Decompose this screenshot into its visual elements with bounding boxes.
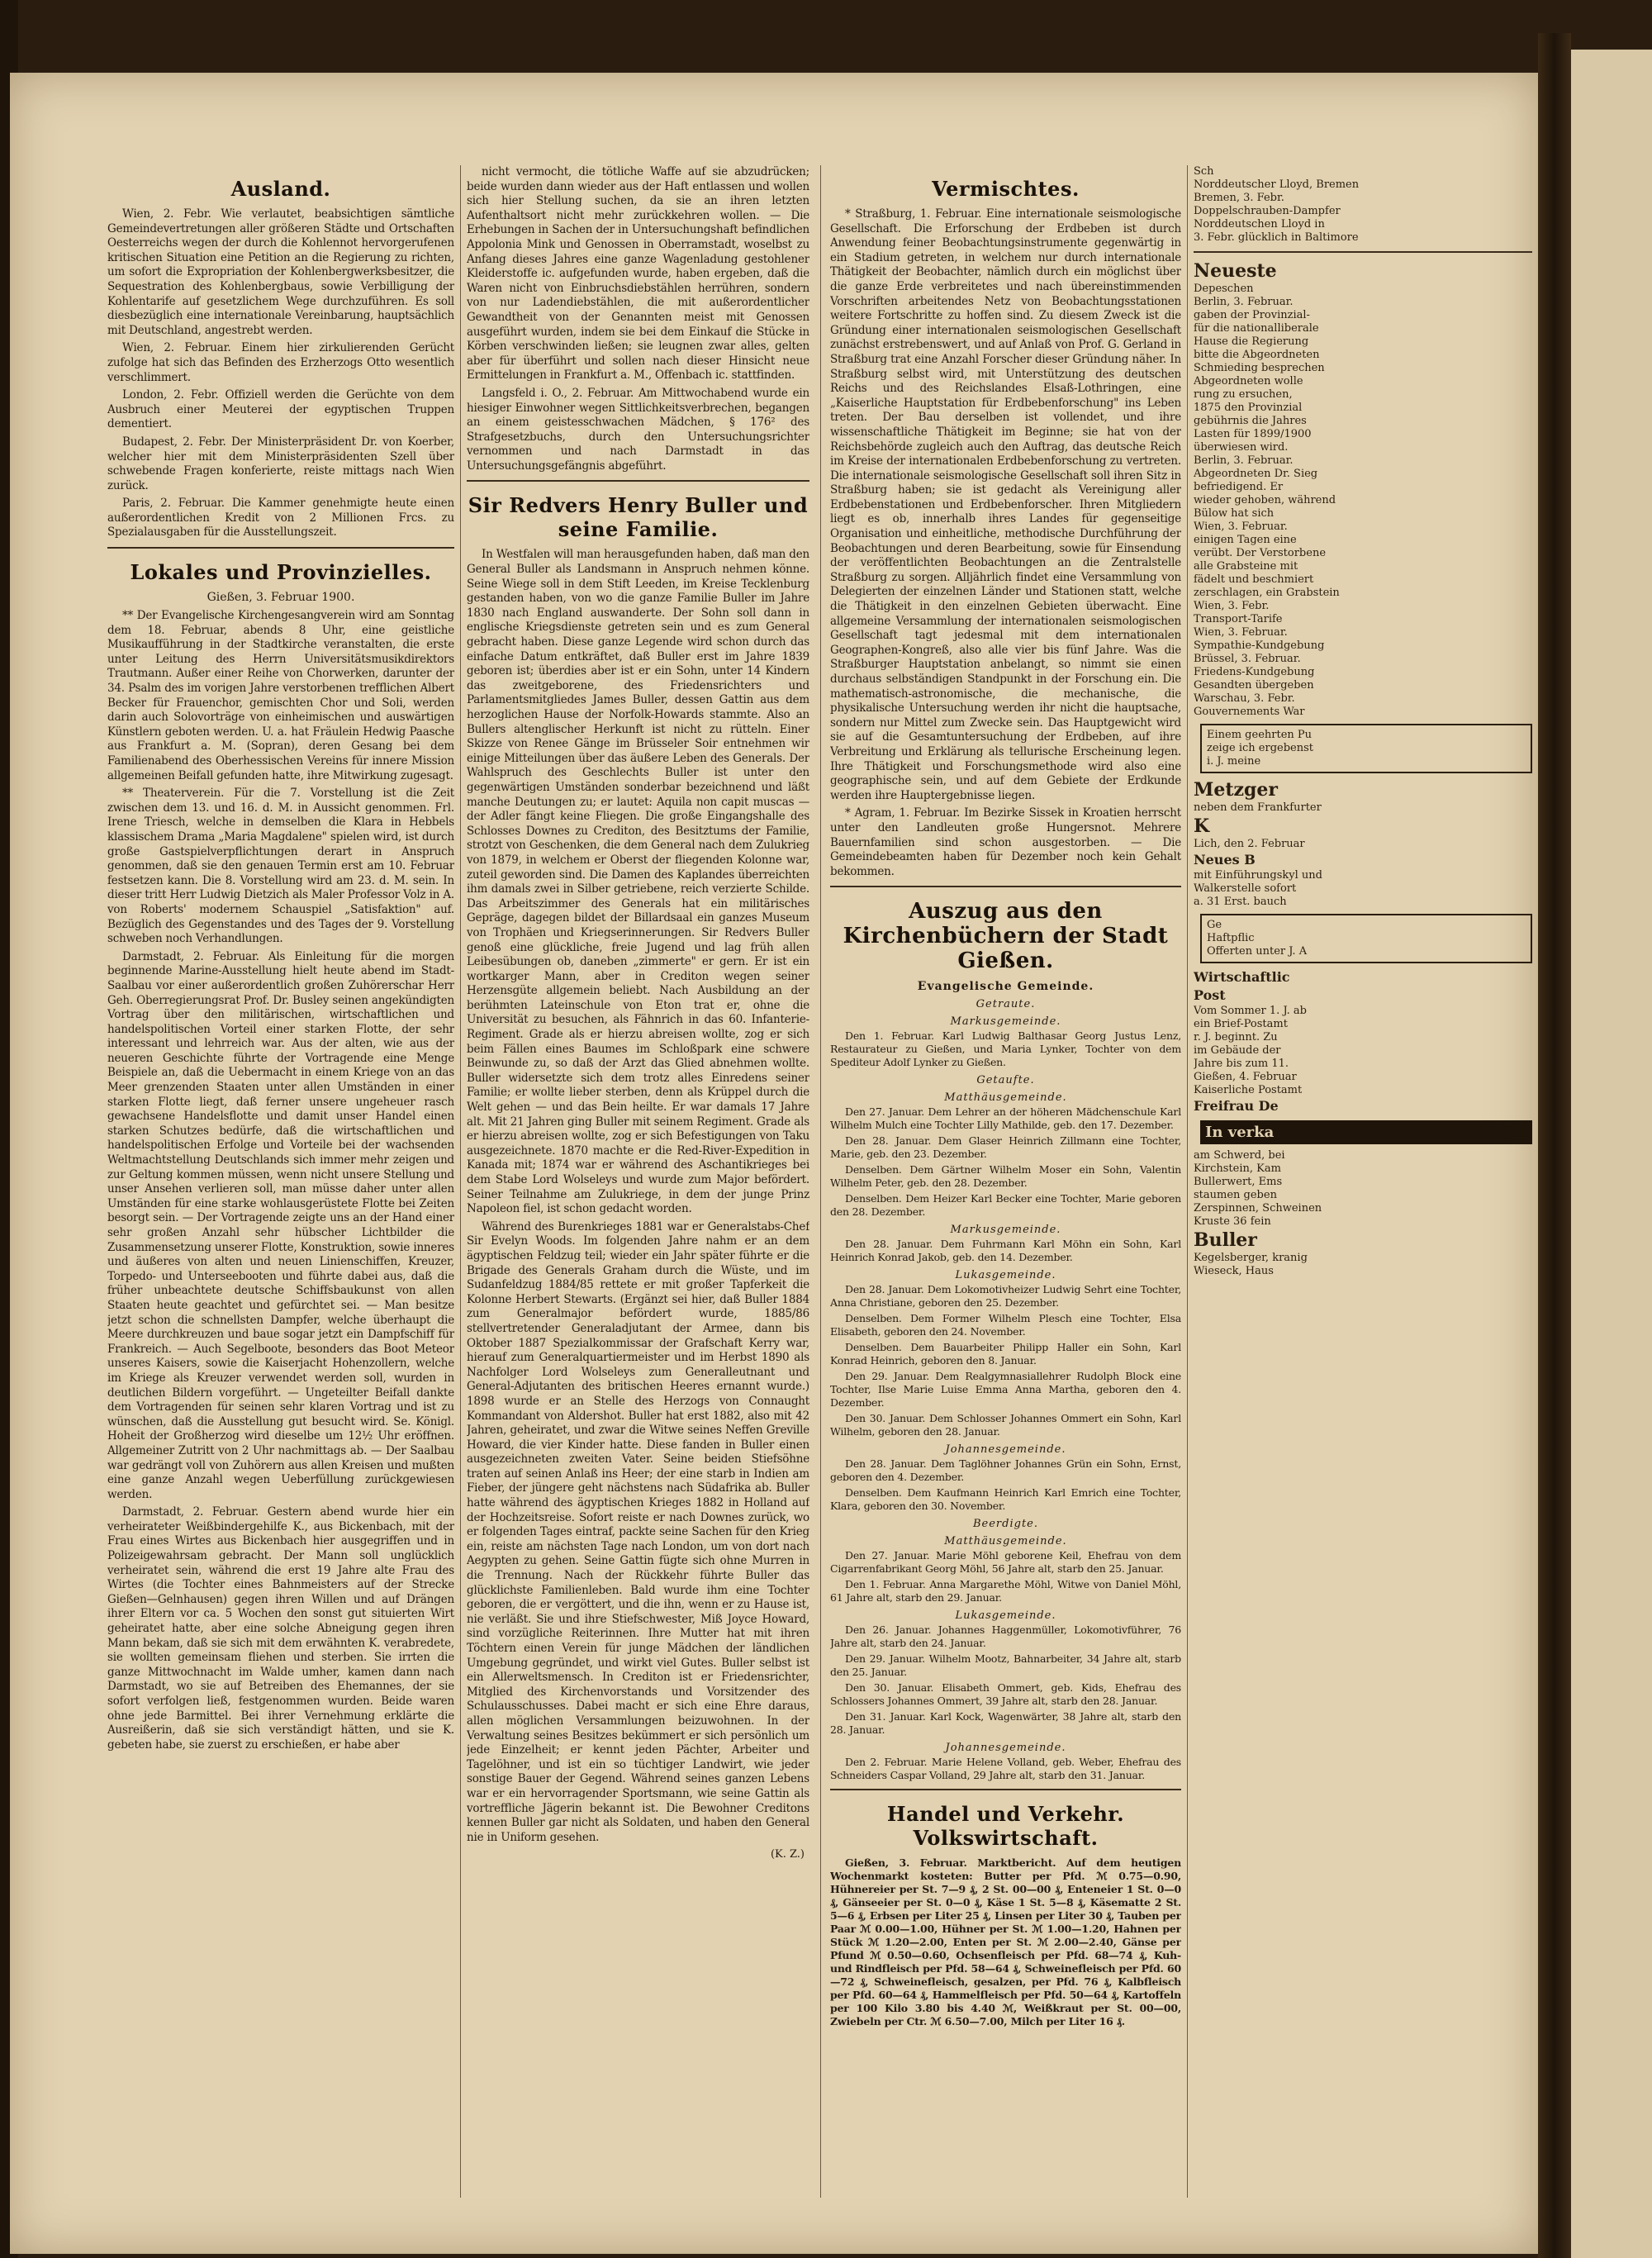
article-paragraph: ** Der Evangelische Kirchengesangverein wird am Sonntag dem 18. Februar, abends 8 Uhr, eine geistliche Musikaufführung in der Stadtkirche veranstalten, die erste unter Leitung des Herrn Universitätsmusikdirektors Trautmann. Außer einer Reihe von Chorwerken, darunter der 34. Psalm des im vorigen Jahre verstorbenen trefflichen Albert Becker für Frauenchor, gemischten Chor und Soli, werden darin auch Solovorträge von einheimischen und auswärtigen Künstlern geboten werden. U. a. hat Fräulein Hedwig Paasche aus Frankfurt a. M. (Sopran), deren Gesang bei dem Familienabend des Oberhessischen Vereins für innere Mission allgemeinen Beifall gefunden hatte, ihre Mitwirkung zugesagt. (107, 609, 454, 782)
fragment-line: wieder gehoben, während (1194, 494, 1336, 506)
register-entry: Den 29. Januar. Dem Realgymnasiallehrer Rudolph Block eine Tochter, Ilse Marie Luise Emma Anna Martha, geboren den 4. Dezember. (830, 1370, 1181, 1409)
fragment-subheading: Freifrau De (1194, 1098, 1279, 1114)
source-signature: (K. Z.) (770, 1848, 805, 1861)
register-category: Matthäusgemeinde. (944, 1535, 1067, 1548)
register-category: Getraute. (976, 998, 1036, 1011)
column-rule (1187, 165, 1188, 2198)
fragment-line: im Gebäude der (1194, 1044, 1281, 1057)
register-entry: Den 31. Januar. Karl Kock, Wagenwärter, 38 Jahre alt, starb den 28. Januar. (830, 1710, 1181, 1737)
register-entry: Denselben. Dem Kaufmann Heinrich Karl Emrich eine Tochter, Klara, geboren den 30. November. (830, 1486, 1181, 1513)
book-gutter (1538, 33, 1571, 2258)
register-category: Lukasgemeinde. (955, 1609, 1056, 1623)
register-category: Getaufte. (976, 1074, 1035, 1087)
article-paragraph: Während des Burenkrieges 1881 war er Generalstabs-Chef Sir Evelyn Woods. Im folgenden Jahre nahm er an dem ägyptischen Feldzug teil; wieder ein Jahr später führte er die Brigade des Generals Graham durch die Wüste, und im Sudanfeldzug 1884/85 rettete er mit großer Tapferkeit die Kolonne Herbert Stewarts. (Ergänzt sei hier, daß Buller 1884 zum Generalmajor befördert wurde, 1885/86 stellvertretender Generaladjutant der Armee, dann bis Oktober 1887 Spezialkommissar der Grafschaft Kerry war, hierauf zum Generalquartiermeister und im Herbst 1890 als Nachfolger Lord Wolseleys zum Generalleutnant und General-Adjutanten des britischen Heeres ernannt wurde.) 1898 wurde er an Stelle des Herzogs von Connaught Kommandant von Aldershot. Buller hat erst 1882, also mit 42 Jahren, geheiratet, und zwar die Witwe seines Neffen Greville Howard, die vier Kinder hatte. Diese fanden in Buller einen ausgezeichneten zweiten Vater. Seine beiden Stiefsöhne traten auf seinen Anlaß ins Heer; der eine starb in Indien am Fieber, der jüngere geht nächstens nach Südafrika ab. Buller hatte während des ägyptischen Krieges 1882 in Holland auf der Hochzeitsreise. Sofort reiste er nach Downes zurück, wo er folgenden Tages eintraf, packte seine Sachen für den Krieg ein, reiste am nächsten Tage nach London, um von dort nach Aegypten zu gehen. Seine Gattin fügte sich ohne Murren in die Trennung. Nach der Rückkehr führte Buller das glücklichste Familienleben. Bald wurde ihm eine Tochter geboren, die er vergöttert, und die ihn, wenn er zu Hause ist, nie verläßt. Sie und ihre Stiefschwester, Miß Joyce Howard, sind vorzügliche Reiterinnen. Ihre Mutter hat mit ihren Töchtern einen Verein für junge Mädchen der ländlichen Umgebung gegründet, und wirkt viel Gutes. Buller selbst ist ein Allerweltsmensch. In Crediton ist er Friedensrichter, Mitglied des Kirchenvorstands und Vorsitzender des Schulausschusses. Dabei macht er sich eine Ehre daraus, allen möglichen Versammlungen beizuwohnen. In der Verwaltung seines Besitzes bekümmert er sich persönlich um jede Einzelheit; er kennt jeden Pächter, Arbeiter und Tagelöhner, und ist ein so tüchtiger Landwirt, wie jeder sonstige Bauer der Gegend. Während seines ganzen Lebens war er ein hervorragender Sportsmann, wie seine Gattin als vortreffliche Jägerin bekannt ist. Die Bewohner Creditons kennen Buller gar nicht als Soldaten, und haben den General nie in Uniform gesehen. (467, 1219, 809, 1844)
fragment-line: gaben der Provinzial- (1194, 309, 1310, 321)
fragment-line: einigen Tagen eine (1194, 534, 1297, 546)
article-paragraph: London, 2. Febr. Offiziell werden die Gerüchte von dem Ausbruch einer Meuterei der egyptischen Truppen dementiert. (107, 388, 454, 431)
fragment-line: Vom Sommer 1. J. ab (1194, 1005, 1307, 1017)
fragment-line: Wieseck, Haus (1194, 1265, 1274, 1277)
register-entry: Den 28. Januar. Dem Lokomotivheizer Ludwig Sehrt eine Tochter, Anna Christiane, geboren den 25. Dezember. (830, 1283, 1181, 1310)
article-paragraph: nicht vermocht, die tötliche Waffe auf sie abzudrücken; beide wurden dann wieder aus der Haft entlassen und wollen sich hier Stellung suchen, da sie an ihren letzten Aufenthaltsort nicht mehr zurückkehren wollen. — Die Erhebungen in Sachen der in Untersuchungshaft befindlichen Appolonia Mink und Genossen in Oberramstadt, woselbst zu Anfang dieses Jahres eine ganze Wagenladung gestohlener Kleiderstoffe ic. aufgefunden wurde, haben ergeben, daß die Waren nicht von Einbruchsdiebstählen herrühren, sondern von nur Ladendiebstählen, die mit außerordentlicher Gewandtheit von der Genannten meist mit Genossen ausgeführt wurden, indem sie bei dem Einkauf die Stücke in Körben verschwinden ließen; sie leugnen zwar alles, gelten aber für überführt und sollen nach dieser Hinsicht neue Ermittelungen in Frankfurt a. M., Offenbach ic. stattfinden. (467, 165, 809, 383)
register-entry: Den 28. Januar. Dem Glaser Heinrich Zillmann eine Tochter, Marie, geb. den 23. Dezember. (830, 1134, 1181, 1161)
fragment-line: neben dem Frankfurter (1194, 801, 1322, 814)
register-category: Markusgemeinde. (950, 1015, 1061, 1029)
section-divider (830, 1789, 1181, 1790)
register-entry: Den 30. Januar. Dem Schlosser Johannes Ommert ein Sohn, Karl Wilhelm, geboren den 28. Januar. (830, 1412, 1181, 1438)
section-divider (830, 886, 1181, 887)
fragment-subheading: Wirtschaftlic (1194, 969, 1290, 985)
fragment-line: Zerspinnen, Schweinen (1194, 1202, 1322, 1215)
column-vermischtes-kirchenbuecher (830, 165, 1181, 2031)
fragment-line: für die nationalliberale (1194, 322, 1319, 335)
register-entry: Den 28. Januar. Dem Fuhrmann Karl Möhn ein Sohn, Karl Heinrich Konrad Jakob, geb. den 14. Dezember. (830, 1238, 1181, 1264)
section-heading: Lokales und Provinzielles. (130, 560, 432, 585)
fragment-line: staumen geben (1194, 1189, 1277, 1201)
fragment-line: Jahre bis zum 11. (1194, 1058, 1289, 1070)
fragment-line: überwiesen wird. (1194, 441, 1289, 454)
fragment-line: Kaiserliche Postamt (1194, 1084, 1303, 1096)
register-category: Johannesgemeinde. (945, 1742, 1066, 1755)
fragment-line: Lasten für 1899/1900 (1194, 428, 1312, 440)
fragment-ad-line: Offerten unter J. A (1207, 945, 1308, 958)
fragment-line: zerschlagen, ein Grabstein (1194, 587, 1340, 599)
register-entry: Den 27. Januar. Dem Lehrer an der höheren Mädchenschule Karl Wilhelm Mulch eine Tochter Lilly Mathilde, geb. den 17. Dezember. (830, 1105, 1181, 1132)
dateline: Gießen, 3. Februar 1900. (206, 591, 355, 605)
column-rule (820, 165, 821, 2198)
fragment-ad-line: Einem geehrten Pu (1207, 729, 1313, 741)
section-heading: Ausland. (230, 177, 331, 201)
fragment-line: am Schwerd, bei (1194, 1149, 1285, 1162)
column-next-page-fragments (1194, 165, 1532, 1278)
section-heading: Vermischtes. (932, 177, 1080, 201)
fragment-line: 1875 den Provinzial (1194, 402, 1303, 414)
fragment-line: gebührnis die Jahres (1194, 415, 1307, 427)
fragment-line: Sch (1194, 165, 1214, 178)
register-entry: Den 30. Januar. Elisabeth Ommert, geb. Kids, Ehefrau des Schlossers Johannes Ommert, 39 Jahre alt, starb den 28. Januar. (830, 1681, 1181, 1708)
fragment-line: Bullerwert, Ems (1194, 1176, 1283, 1188)
fragment-line: Kruste 36 fein (1194, 1215, 1271, 1228)
subheading: Evangelische Gemeinde. (917, 980, 1094, 994)
register-category: Matthäusgemeinde. (944, 1091, 1067, 1105)
fragment-line: 3. Febr. glücklich in Baltimore (1194, 231, 1359, 244)
register-entry: Den 1. Februar. Karl Ludwig Balthasar Georg Justus Lenz, Restaurateur zu Gießen, und Maria Lynker, Tochter von dem Spediteur Adolf Lynker zu Gießen. (830, 1029, 1181, 1069)
fragment-line: Warschau, 3. Febr. (1194, 692, 1295, 705)
fragment-line: Sympathie-Kundgebung (1194, 639, 1325, 652)
fragment-line: befriedigend. Er (1194, 481, 1284, 493)
column-rule (460, 165, 461, 2198)
fragment-line: Gesandten übergeben (1194, 679, 1314, 692)
article-paragraph: ** Theaterverein. Für die 7. Vorstellung ist die Zeit zwischen dem 13. und 16. d. M. in Aussicht genommen. Frl. Irene Triesch, welche in demselben die Klara in Hebbels klassischem Drama „Maria Magdalene" spielen wird, ist durch große Gastspielverpflichtungen derart in Anspruch genommen, daß sie den genauen Termin erst am 10. Februar festsetzen kann. Die 8. Vorstellung wird am 23. d. M. sein. In dieser tritt Herr Ludwig Dietzich als Maler Professor Volz in A. von Roberts' modernem Schauspiel „Satisfaktion" auf. Bezüglich des Gegenstandes und des Tages der 9. Vorstellung schweben noch Verhandlungen. (107, 787, 454, 946)
fragment-ad-line: zeige ich ergebenst (1207, 742, 1313, 754)
register-entry: Den 2. Februar. Marie Helene Volland, geb. Weber, Ehefrau des Schneiders Caspar Volland, 29 Jahre alt, starb den 31. Januar. (830, 1756, 1181, 1782)
article-paragraph: Wien, 2. Februar. Einem hier zirkulierenden Gerücht zufolge hat sich das Befinden des Erzherzogs Otto wesentlich verschlimmert. (107, 341, 454, 384)
article-paragraph: * Agram, 1. Februar. Im Bezirke Sissek in Kroatien herrscht unter den Landleuten große Hungersnot. Mehrere Bauernfamilien sind schon ausgestorben. — Die Gemeindebeamten haben für Dezember noch kein Gehalt bekommen. (830, 806, 1181, 878)
register-category: Johannesgemeinde. (945, 1443, 1066, 1457)
article-paragraph: Darmstadt, 2. Februar. Gestern abend wurde hier ein verheirateter Weißbindergehilfe K., aus Bickenbach, mit der Frau eines Wirtes aus Bickenbach hier ausgegriffen und in Polizeigewahrsam gebracht. Der Mann soll unglücklich verheiratet sein, während die erst 19 Jahre alte Frau des Wirtes (die Tochter eines Bahnmeisters auf der Strecke Gießen—Gelnhausen) gegen ihren Willen und auf Drängen ihrer Eltern vor ca. 5 Wochen den sonst gut situierten Wirt geheiratet hatte, aber eine solche Abneigung gegen ihren Mann bekam, daß sie sich mit dem erwähnten K. verabredete, sie wollten gemeinsam fliehen und sterben. Sie irrten die ganze Mittwochnacht im Walde umher, kamen dann nach Darmstadt, wo sie auf Betreiben des Ehemannes, der sie sofort verfolgen ließ, festgenommen wurden. Beide waren ohne jede Barmittel. Bei ihrer Vernehmung erklärte die Ausreißerin, daß sie sich verständigt hätten, und sie K. gebeten habe, sie zuerst zu erschießen, er habe aber (107, 1505, 454, 1752)
fragment-line: ein Brief-Postamt (1194, 1018, 1288, 1030)
register-entry: Denselben. Dem Heizer Karl Becker eine Tochter, Marie geboren den 28. Dezember. (830, 1192, 1181, 1219)
fragment-line: Berlin, 3. Februar. (1194, 454, 1294, 467)
register-entry: Den 27. Januar. Marie Möhl geborene Keil, Ehefrau von dem Cigarrenfabrikant Georg Möhl, 56 Jahre alt, starb den 25. Januar. (830, 1549, 1181, 1576)
fragment-ad-line: Ge (1207, 919, 1222, 931)
fragment-line: Gouvernements War (1194, 706, 1305, 718)
fragment-line: Wien, 3. Febr. (1194, 600, 1270, 612)
register-entry: Den 26. Januar. Johannes Haggenmüller, Lokomotivführer, 76 Jahre alt, starb den 24. Januar. (830, 1623, 1181, 1650)
column-buller-article (467, 165, 809, 1861)
article-paragraph: Darmstadt, 2. Februar. Als Einleitung für die morgen beginnende Marine-Ausstellung hielt heute abend im Stadt-Saalbau vor einer außerordentlich großen Zuhörerschar Herr Geh. Oberregierungsrat Prof. Dr. Busley seinen angekündigten Vortrag über den militärischen, wirtschaftlichen und handelspolitischen Vorteil einer starken Flotte, der sehr interessant und lehrreich war. Aus der alten, wie aus der neueren Geschichte führte der Vortragende eine Menge Beispiele an, daß die Uebermacht in einem Kriege von an das Meer grenzenden Staaten unter allen Umständen in einer starken Flotte liegt, daß ferner unsere ungeheuer rasch gewachsene Handelsflotte und damit unser Handel einen starken Schutzes bedürfe, daß die wirtschaftlichen und handelspolitischen Erfolge und Vorteile bei der wachsenden Weltmachtstellung Deutschlands sich immer mehr zeigen und zur Geltung kommen müssen, wenn nicht unsere Stellung und unser Ansehen verlieren soll, man müsse daher unter allen Umständen für eine starke wohlausgerüstete Flotte bei Zeiten besorgt sein. — Der Vortragende zeigte uns an der Hand einer sehr großen Anzahl sehr hübscher Lichtbilder die Zusammensetzung unserer Flotte, Konstruktion, sowie inneres und äußeres von alten und neuen Linienschiffen, Kreuzer, Torpedo- und Unterseebooten und führte dabei aus, daß die früher unbeachtete deutsche Schiffsbaukunst von allen Staaten heute geachtet und gefürchtet sei. — Man besitze jetzt schon die schnellsten Dampfer, welche überhaupt die Meere durchkreuzen und baue sogar jetzt ein Dampfschiff für Frankreich. — Auch Segelboote, besonders das Boot Meteor unseres Kaisers, sowie die Kaiserjacht Hohenzollern, welche im Kriege als Kreuzer verwendet werden soll, wurden in deutlichen Bildern vorgeführt. — Ungeteilter Beifall dankte dem Vortragenden für seinen sehr klaren Vortrag und ist zu wünschen, daß die Ausstellung gut besucht wird. Se. Königl. Hoheit der Großherzog wird dieselbe um 12½ Uhr eröffnen. Allgemeiner Zutritt von 2 Uhr nachmittags ab. — Der Saalbau war gedrängt voll von Zuhörern aus allen Kreisen und mußten eine ganze Anzahl wegen Ueberfüllung zurückgewiesen werden. (107, 949, 454, 1501)
fragment-line: fädelt und beschmiert (1194, 573, 1314, 586)
section-divider (467, 480, 809, 482)
fragment-line: Doppelschrauben-Dampfer (1194, 205, 1341, 217)
fragment-line: Schmieding besprechen (1194, 362, 1325, 374)
register-category: Beerdigte. (972, 1518, 1038, 1531)
fragment-line: Abgeordneten wolle (1194, 375, 1303, 387)
register-entry: Denselben. Dem Former Wilhelm Plesch eine Tochter, Elsa Elisabeth, geboren den 24. November. (830, 1312, 1181, 1338)
fragment-line: Bülow hat sich (1194, 507, 1275, 520)
section-divider (107, 547, 454, 549)
fragment-line: Kirchstein, Kam (1194, 1162, 1281, 1175)
fragment-line: a. 31 Erst. bauch (1194, 896, 1287, 908)
article-paragraph: In Westfalen will man herausgefunden haben, daß man den General Buller als Landsmann in Anspruch nehmen könne. Seine Wiege soll in dem Stift Leeden, im Kreise Tecklenburg gestanden haben, von wo die ganze Familie Buller im Jahre 1830 nach England auswanderte. Der Sohn soll dann in englische Kriegsdienste getreten sein und es zum General gebracht haben. Diese ganze Legende wird schon durch das einfache Datum entkräftet, daß Buller erst im Jahre 1839 geboren ist; überdies aber ist er ein Sohn, unter 14 Kindern das zweitgeborene, des Friedensrichters und Parlamentsmitgliedes James Buller, dessen Gattin aus dem herzoglichen Hause der Norfolk-Howards stammte. Also an Bullers altenglischer Herkunft ist nicht zu rütteln. Einer Skizze von Renee Gänge im Brüsseler Soir entnehmen wir einige Mitteilungen über das äußere Leben des Generals. Der Wahlspruch des Geschlechts Buller ist unter den gegenwärtigen Umständen sonderbar bezeichnend und läßt manche Deutungen zu; er lautet: Aquila non capit muscas — der Adler fängt keine Fliegen. Die große Eingangshalle des Schlosses Downes zu Crediton, des Besitztums der Familie, strotzt von Geschenken, die dem General nach dem Zulukrieg von 1879, in welchem er Oberst der fliegenden Kolonne war, zuteil geworden sind. Die Damen des Kaplandes überreichten ihm damals zwei in Silber getriebene, reich verzierte Schilde. Das Arbeitszimmer des Generals hat ein militärisches Gepräge, dagegen bildet der Billardsaal ein ganzes Museum von Trophäen und Kriegserinnerungen. Sir Redvers Buller genoß eine glückliche, freie Jugend und lag früh allen Leibesübungen ob, daneben „zimmerte" er gern. Er ist ein wortkarger Mann, aber in Crediton wegen seiner Herzensgüte allgemein beliebt. Nach Ausbildung an der berühmten Lateinschule von Eton trat er, ohne die Universität zu besuchen, als Fähnrich in das 60. Infanterie-Regiment. Grade als er hierzu abreisen wollte, zog er sich beim Fällen eines Baumes im Schloßpark eine schwere Beinwunde zu, so daß der Arzt das Glied abnehmen wollte. Buller widersetzte sich dem trotz alles Einredens seiner Familie; er wollte lieber sterben, denn als Krüppel durch die Welt gehen — und das Bein heilte. Er war damals 17 Jahre alt. Mit 21 Jahren ging Buller mit seinem Regiment. Grade als er hierzu abreisen wollte, zog er sich Befestigungen von Taku ausgezeichnete. 1870 machte er die Red-River-Expedition in Kanada mit; 1874 war er während des Aschantikrieges bei dem Stabe Lord Wolseleys und wurde zum Major befördert. Seiner Teilnahme am Zulukriege, in dem der junge Prinz Napoleon fiel, ist schon gedacht worden. (467, 548, 809, 1216)
section-heading: Auszug aus den Kirchenbüchern der Stadt Gießen. (843, 899, 1169, 974)
fragment-ad-box (1200, 914, 1532, 963)
fragment-line: mit Einführungskyl und (1194, 869, 1322, 882)
fragment-banner: In verka (1200, 1120, 1532, 1144)
fragment-line: Norddeutschen Lloyd in (1194, 218, 1325, 231)
fragment-heading: Neueste (1194, 260, 1277, 282)
fragment-heading: Buller (1194, 1229, 1257, 1251)
section-heading: Sir Redvers Henry Buller und seine Familie. (468, 493, 809, 542)
fragment-subheading: Post (1194, 987, 1226, 1003)
article-paragraph: Wien, 2. Febr. Wie verlautet, beabsichtigen sämtliche Gemeindevertretungen aller größeren Städte und Ortschaften Oesterreichs wegen der durch die Kohlennot hervorgerufenen kritischen Situation eine Petition an die Regierung zu richten, um sofort die Expropriation der Kohlenbergwerksbesitzer, die Sequestration des Kohlenbergbaus, sowie Verbilligung der Kohlentarife auf gesetzlichem Wege durchzuführen. Es soll diesbezüglich eine internationale Vereinbarung, hauptsächlich mit Deutschland, angestrebt werden. (107, 207, 454, 337)
fragment-line: r. J. beginnt. Zu (1194, 1031, 1278, 1043)
fragment-heading: Metzger (1194, 779, 1278, 801)
fragment-line: rung zu ersuchen, (1194, 388, 1293, 401)
fragment-subheading: Neues B (1194, 852, 1256, 868)
fragment-line: Walkerstelle sofort (1194, 882, 1297, 895)
market-report: Gießen, 3. Februar. Marktbericht. Auf dem heutigen Wochenmarkt kosteten: Butter per Pfd. ℳ 0.75—0.90, Hühnereier per St. 7—9 ₰, 2 St. 00—00 ₰, Enteneier 1 St. 0—0 ₰, Gänseeier per St. 0—0 ₰, Käse 1 St. 5—8 ₰, Käsematte 2 St. 5—6 ₰, Erbsen per Liter 25 ₰, Linsen per Liter 30 ₰, Tauben per Paar ℳ 0.00—1.00, Hühner per St. ℳ 1.00—1.20, Hahnen per Stück ℳ 1.20—2.00, Enten per St. ℳ 2.00—2.40, Gänse per Pfund ℳ 0.50—0.60, Ochsenfleisch per Pfd. 68—74 ₰, Kuh- und Rindfleisch per Pfd. 58—64 ₰, Schweinefleisch per Pfd. 60—72 ₰, Schweinefleisch, gesalzen, per Pfd. 76 ₰, Kalbfleisch per Pfd. 60—64 ₰, Hammelfleisch per Pfd. 50—64 ₰, Kartoffeln per 100 Kilo 3.80 bis 4.40 ℳ, Weißkraut per St. 00—00, Zwiebeln per Ctr. ℳ 6.50—7.00, Milch per Liter 16 ₰. (830, 1856, 1181, 2028)
fragment-line: Wien, 3. Februar. (1194, 626, 1288, 639)
fragment-line: Gießen, 4. Februar (1194, 1071, 1297, 1083)
article-paragraph: Paris, 2. Februar. Die Kammer genehmigte heute einen außerordentlichen Kredit von 2 Millionen Frcs. zu Spezialausgaben für die Ausstellungszeit. (107, 497, 454, 540)
section-divider (1194, 251, 1532, 253)
fragment-ad-box (1200, 724, 1532, 773)
article-paragraph: * Straßburg, 1. Februar. Eine internationale seismologische Gesellschaft. Die Erforschung der Erdbeben ist durch Anwendung feiner Beobachtungsinstrumente gegenwärtig in ein Stadium getreten, in welchem nur durch internationale Thätigkeit der Beobachter, nämlich durch ein möglichst über die ganze Erde verbreitetes und nach übereinstimmenden Vorschriften arbeitendes Netz von Beobachtungsstationen weitere Fortschritte zu hoffen sind. Zu diesem Zweck ist die Gründung einer internationalen seismologischen Gesellschaft zunächst erstrebenswert, und auf Anlaß von Prof. G. Gerland in Straßburg trat eine Anzahl Forscher dieser Gründung näher. In Straßburg selbst wird, mit Unterstützung des deutschen Reichs und des Reichslandes Elsaß-Lothringen, eine „Kaiserliche Hauptstation für Erdbebenforschung" ins Leben treten. Der Bau derselben ist vollendet, und ihre wissenschaftliche Thätigkeit im Beginne; sie hat von der Reichsbehörde zugleich auch den Auftrag, das deutsche Reich im Kreise der internationalen Erdbebenforschung zu vertreten. Die internationale seismologische Gesellschaft soll ihren Sitz in Straßburg haben; sie ist gedacht als Vereinigung aller Erdbebenstationen und Erdbebenforscher. Ihren Mitgliedern liegt es ob, innerhalb ihres Landes für gegenseitige Organisation und einheitliche, methodische Durchführung der Beobachtungen und deren Bearbeitung, sowie für Einsendung der veröffentlichten Beobachtungen an die Zentralstelle Straßburg zu sorgen. Alljährlich findet eine Versammlung von Delegierten der einzelnen Länder und Stationen statt, welche die Thätigkeit in den einzelnen Gebieten überwacht. Eine allgemeine Versammlung der internationalen seismologischen Gesellschaft tagt jedesmal mit dem internationalen Geographen-Kongreß, also alle vier bis fünf Jahre. Was die Straßburger Hauptstation anbelangt, so nimmt sie einen durchaus selbständigen Standpunkt in der Forschung ein. Die mathematisch-astronomische, die mechanische, die physikalische Untersuchung werden ihr nicht die hauptsache, sondern nur Mittel zum Zwecke sein. Das Hauptgewicht wird sie auf die Gesamtuntersuchung der Erdbeben, auf ihre Verbreitung und Erklärung als tellurische Erscheinung legen. Ihre Thätigkeit und Forschungsmethode wird also eine geographische sein, und auf dem Gebiete der Erdkunde werden ihre Hauptergebnisse liegen. (830, 207, 1181, 802)
fragment-line: Depeschen (1194, 283, 1254, 295)
register-entry: Den 28. Januar. Dem Taglöhner Johannes Grün ein Sohn, Ernst, geboren den 4. Dezember. (830, 1457, 1181, 1484)
fragment-heading: K (1194, 815, 1210, 837)
article-paragraph: Langsfeld i. O., 2. Februar. Am Mittwochabend wurde ein hiesiger Einwohner wegen Sittlichkeitsverbrechen, begangen an einem geistesschwachen Mädchen, § 176² des Strafgesetzbuchs, durch den Untersuchungsrichter vernommen und nach Darmstadt in das Untersuchungsgefängnis abgeführt. (467, 386, 809, 473)
column-ausland-lokales (107, 165, 454, 1756)
fragment-line: Norddeutscher Lloyd, Bremen (1194, 178, 1360, 191)
fragment-line: verübt. Der Verstorbene (1194, 547, 1327, 559)
fragment-ad-line: Haftpflic (1207, 932, 1255, 944)
fragment-line: Transport-Tarife (1194, 613, 1283, 625)
adjacent-page-fragment (1571, 50, 1652, 2258)
fragment-line: Wien, 3. Februar. (1194, 521, 1288, 533)
register-entry: Den 29. Januar. Wilhelm Mootz, Bahnarbeiter, 34 Jahre alt, starb den 25. Januar. (830, 1652, 1181, 1679)
register-category: Lukasgemeinde. (955, 1269, 1056, 1282)
fragment-line: Abgeordneten Dr. Sieg (1194, 468, 1318, 480)
register-entry: Denselben. Dem Gärtner Wilhelm Moser ein Sohn, Valentin Wilhelm Peter, geb. den 28. Dezember. (830, 1163, 1181, 1190)
fragment-ad-line: i. J. meine (1207, 755, 1261, 768)
fragment-line: bitte die Abgeordneten (1194, 349, 1320, 361)
fragment-line: Hause die Regierung (1194, 335, 1309, 348)
article-paragraph: Budapest, 2. Febr. Der Ministerpräsident Dr. von Koerber, welcher hier mit dem Ministerpräsidenten Szell über schwebende Fragen konferierte, reiste mittags nach Wien zurück. (107, 435, 454, 492)
fragment-line: Lich, den 2. Februar (1194, 838, 1305, 850)
register-category: Markusgemeinde. (950, 1224, 1061, 1237)
fragment-line: Kegelsberger, kranig (1194, 1252, 1308, 1264)
fragment-line: Brüssel, 3. Februar. (1194, 653, 1301, 665)
section-heading: Handel und Verkehr. Volkswirtschaft. (886, 1802, 1125, 1851)
fragment-line: Friedens-Kundgebung (1194, 666, 1315, 678)
fragment-line: Berlin, 3. Februar. (1194, 296, 1294, 308)
register-entry: Denselben. Dem Bauarbeiter Philipp Haller ein Sohn, Karl Konrad Heinrich, geboren den 8. Januar. (830, 1341, 1181, 1367)
register-entry: Den 1. Februar. Anna Margarethe Möhl, Witwe von Daniel Möhl, 61 Jahre alt, starb den 29. Januar. (830, 1578, 1181, 1604)
fragment-line: alle Grabsteine mit (1194, 560, 1298, 573)
fragment-line: Bremen, 3. Febr. (1194, 192, 1284, 204)
